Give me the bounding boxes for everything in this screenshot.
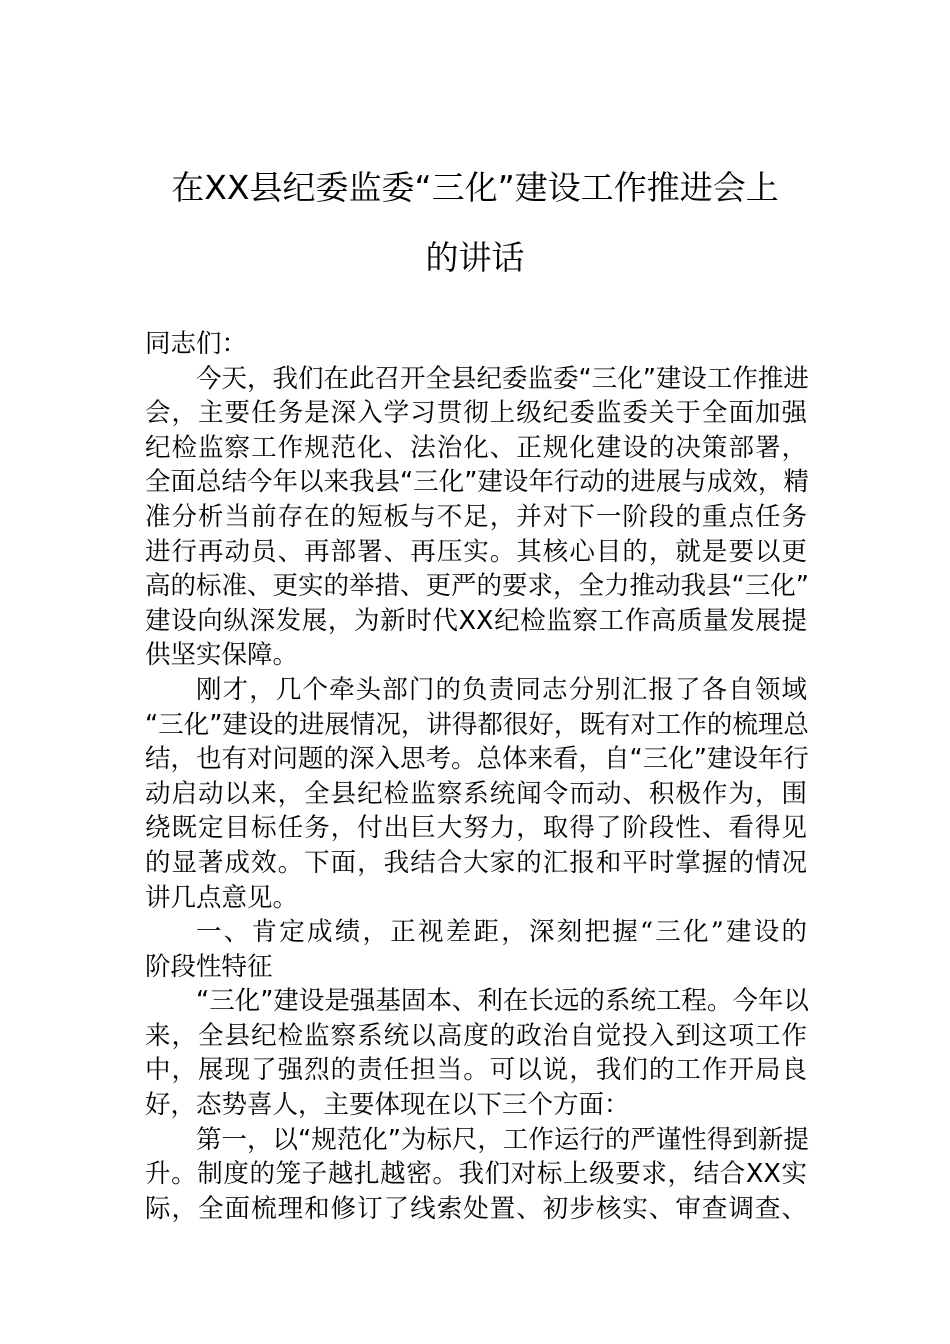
salutation: 同志们： (145, 329, 248, 359)
text-line: 会，主要任务是深入学习贯彻上级纪委监委关于全面加强 (145, 398, 807, 429)
document-body (145, 327, 807, 1226)
text-line: 全面总结今年以来我县“三化”建设年行动的进展与成效，精 (145, 467, 809, 498)
text-line: 讲几点意见。 (145, 882, 299, 913)
text-line: “三化”建设是强基固本、利在长远的系统工程。今年以 (196, 986, 809, 1017)
text-line: 际，全面梳理和修订了线索处置、初步核实、审查调查、 (145, 1193, 807, 1224)
heading-line: 一、肯定成绩，正视差距，深刻把握“三化”建设的 (196, 917, 807, 948)
paragraph-4 (145, 1123, 807, 1227)
text-line: 第一，以“规范化”为标尺，工作运行的严谨性得到新提 (196, 1124, 809, 1155)
text-line: 绕既定目标任务，付出巨大努力，取得了阶段性、看得见 (145, 813, 807, 844)
paragraph-3 (145, 984, 807, 1122)
text-line: 中，展现了强烈的责任担当。可以说，我们的工作开局良 (145, 1055, 807, 1086)
document-title-line-1: 在XX县纪委监委“三化”建设工作推进会上 (171, 168, 779, 207)
paragraph-2 (145, 673, 807, 915)
text-line: 进行再动员、再部署、再压实。其核心目的，就是要以更 (145, 536, 807, 567)
text-line: 好，态势喜人，主要体现在以下三个方面： (145, 1090, 630, 1121)
paragraph-1 (145, 362, 807, 673)
text-line: 动启动以来，全县纪检监察系统闻令而动、积极作为，围 (145, 778, 807, 809)
text-line: 准分析当前存在的短板与不足，并对下一阶段的重点任务 (145, 501, 807, 532)
text-line: 升。制度的笼子越扎越密。我们对标上级要求，结合XX实 (145, 1159, 807, 1190)
text-line: 供坚实保障。 (145, 640, 299, 671)
text-line: 的显著成效。下面，我结合大家的汇报和平时掌握的情况 (145, 847, 807, 878)
text-line: 结，也有对问题的深入思考。总体来看，自“三化”建设年行 (145, 744, 809, 775)
text-line: 纪检监察工作规范化、法治化、正规化建设的决策部署， (145, 432, 807, 463)
text-line: 建设向纵深发展，为新时代XX纪检监察工作高质量发展提 (145, 605, 807, 636)
document-title-line-2: 的讲话 (425, 238, 525, 277)
heading-line: 阶段性特征 (145, 951, 273, 982)
text-line: 高的标准、更实的举措、更严的要求，全力推动我县“三化” (145, 571, 809, 602)
text-line: “三化”建设的进展情况，讲得都很好，既有对工作的梳理总 (145, 709, 809, 740)
text-line: 刚才，几个牵头部门的负责同志分别汇报了各自领域 (196, 674, 807, 705)
text-line: 今天，我们在此召开全县纪委监委“三化”建设工作推进 (196, 363, 809, 394)
text-line: 来，全县纪检监察系统以高度的政治自觉投入到这项工作 (145, 1020, 807, 1051)
section-heading-1 (145, 915, 807, 984)
